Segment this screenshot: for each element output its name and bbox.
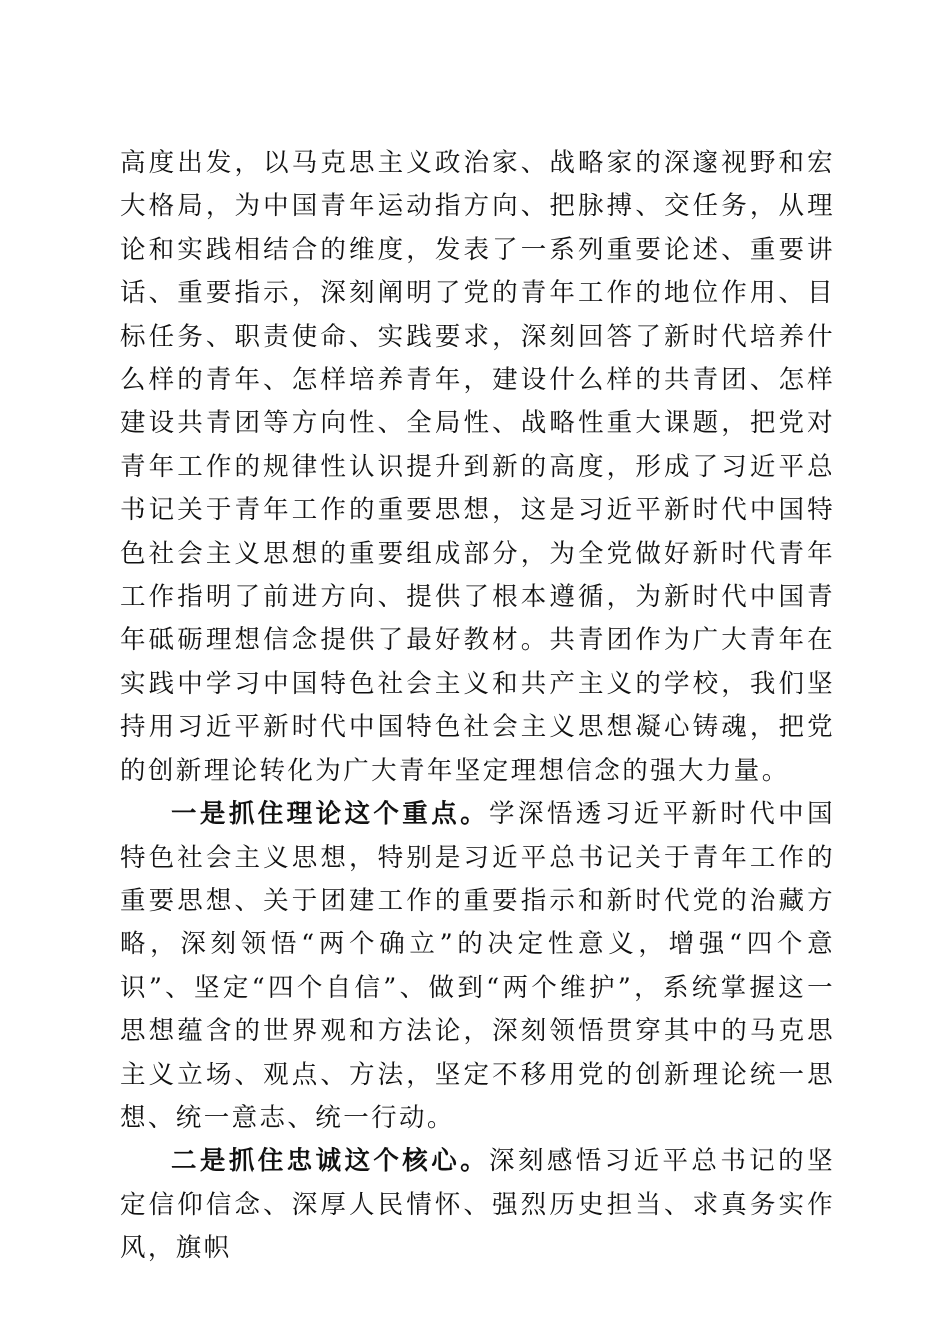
paragraph-lead-heading: 一是抓住理论这个重点。	[171, 799, 490, 830]
paragraph-text: 深刻感悟习近平总书记的坚定信仰信念、深厚人民情怀、强烈历史担当、求真务实作风，旗帜	[120, 1146, 835, 1264]
document-body	[120, 142, 835, 1271]
paragraph-loyalty-core	[120, 1140, 835, 1270]
paragraph-continued	[120, 142, 835, 793]
paragraph-lead-heading: 二是抓住忠诚这个核心。	[171, 1146, 490, 1177]
paragraph-text: 学深悟透习近平新时代中国特色社会主义思想，特别是习近平总书记关于青年工作的重要思想、关于团建工作的重要指示和新时代党的治藏方略，深刻领悟“两个确立”的决定性意义，增强“四个意识”、坚定“四个自信”、做到“两个维护”，系统掌握这一思想蕴含的世界观和方法论，深刻领悟贯穿其中的马克思主义立场、观点、方法，坚定不移用党的创新理论统一思想、统一意志、统一行动。	[120, 799, 835, 1133]
paragraph-theory-focus	[120, 793, 835, 1140]
paragraph-text: 高度出发，以马克思主义政治家、战略家的深邃视野和宏大格局，为中国青年运动指方向、把脉搏、交任务，从理论和实践相结合的维度，发表了一系列重要论述、重要讲话、重要指示，深刻阐明了党的青年工作的地位作用、目标任务、职责使命、实践要求，深刻回答了新时代培养什么样的青年、怎样培养青年，建设什么样的共青团、怎样建设共青团等方向性、全局性、战略性重大课题，把党对青年工作的规律性认识提升到新的高度，形成了习近平总书记关于青年工作的重要思想，这是习近平新时代中国特色社会主义思想的重要组成部分，为全党做好新时代青年工作指明了前进方向、提供了根本遵循，为新时代中国青年砥砺理想信念提供了最好教材。共青团作为广大青年在实践中学习中国特色社会主义和共产主义的学校，我们坚持用习近平新时代中国特色社会主义思想凝心铸魂，把党的创新理论转化为广大青年坚定理想信念的强大力量。	[120, 148, 835, 786]
